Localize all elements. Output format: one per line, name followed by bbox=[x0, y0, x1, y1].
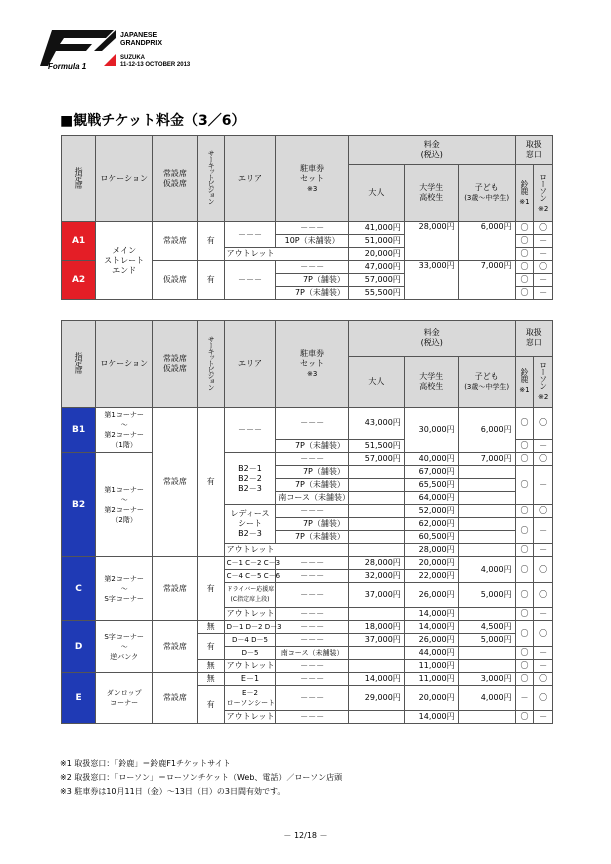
header-location: ロケーション bbox=[96, 136, 153, 222]
suzuka-mark: 〇 bbox=[515, 274, 534, 287]
suzuka-mark: 〇 bbox=[515, 235, 534, 248]
univ-price: 64,000円 bbox=[404, 492, 458, 505]
adult-price: 14,000円 bbox=[348, 673, 404, 686]
vision-cell: 有 bbox=[197, 557, 224, 621]
seat-badge-d: D bbox=[62, 621, 96, 673]
header-handling: 取扱 窓口 bbox=[515, 136, 552, 165]
parking-cell: 南コース（未舗装） bbox=[276, 647, 349, 660]
location-cell: 第1コーナー ～ 第2コーナー （1階） bbox=[96, 408, 153, 453]
area-cell: アウトレット bbox=[224, 248, 348, 261]
lawson-mark: 〇 bbox=[534, 583, 553, 608]
header-parking: 駐車券 セット ※3 bbox=[276, 321, 349, 408]
ticket-table-bcde bbox=[61, 320, 553, 724]
footnote-3: ※3 駐車券は10月11日（金）～13日（日）の3日間有効です。 bbox=[60, 787, 286, 796]
adult-price: 51,500円 bbox=[348, 439, 404, 452]
parking-cell: －－－ bbox=[276, 686, 349, 711]
suzuka-mark: 〇 bbox=[515, 505, 534, 518]
vision-cell: 有 bbox=[197, 634, 224, 660]
header-university: 大学生 高校生 bbox=[404, 165, 458, 222]
suzuka-mark: 〇 bbox=[515, 673, 534, 686]
univ-price: 67,000円 bbox=[404, 466, 458, 479]
child-price: 7,000円 bbox=[458, 261, 515, 300]
adult-price: 51,000円 bbox=[348, 235, 404, 248]
vision-cell: 有 bbox=[197, 261, 224, 300]
univ-price: 65,500円 bbox=[404, 479, 458, 492]
area-cell: －－－ bbox=[224, 261, 276, 300]
suzuka-mark: 〇 bbox=[515, 248, 534, 261]
suzuka-mark: 〇 bbox=[515, 544, 534, 557]
header-area: エリア bbox=[224, 321, 276, 408]
univ-price: 11,000円 bbox=[404, 660, 458, 673]
header-parking: 駐車券 セット ※3 bbox=[276, 136, 349, 222]
parking-cell: －－－ bbox=[276, 711, 349, 724]
lawson-mark: － bbox=[534, 248, 553, 261]
univ-price: 20,000円 bbox=[404, 557, 458, 570]
logo-line-japanese: JAPANESE bbox=[120, 32, 158, 39]
parking-cell: －－－ bbox=[276, 557, 349, 570]
suzuka-mark: 〇 bbox=[515, 583, 534, 608]
suzuka-mark: 〇 bbox=[515, 222, 534, 235]
lawson-mark: 〇 bbox=[534, 453, 553, 466]
adult-price: 57,000円 bbox=[348, 453, 404, 466]
vision-cell: 有 bbox=[197, 222, 224, 261]
header-adult: 大人 bbox=[348, 165, 404, 222]
area-cell: －－－ bbox=[224, 222, 276, 248]
seat-type-cell: 常設席 bbox=[153, 222, 198, 261]
logo-wordmark: Formula 1 bbox=[48, 62, 87, 71]
univ-price: 20,000円 bbox=[404, 686, 458, 711]
header-adult: 大人 bbox=[348, 356, 404, 407]
header-fee: 料金 (税込) bbox=[348, 321, 515, 357]
vision-cell: 有 bbox=[197, 686, 224, 724]
parking-cell: －－－ bbox=[276, 222, 349, 235]
table-row bbox=[62, 408, 553, 440]
table-row bbox=[62, 222, 553, 235]
univ-price: 11,000円 bbox=[404, 673, 458, 686]
child-price: 5,000円 bbox=[458, 583, 515, 608]
header-child: 子ども (3歳～中学生) bbox=[458, 356, 515, 407]
seat-type-cell: 常設席 bbox=[153, 408, 198, 557]
area-cell: ドライバー応援席 (C指定席上段) bbox=[224, 583, 276, 608]
lawson-mark: 〇 bbox=[534, 621, 553, 647]
area-cell: アウトレット bbox=[224, 711, 276, 724]
seat-type-cell: 仮設席 bbox=[153, 261, 198, 300]
child-price: 4,000円 bbox=[458, 686, 515, 711]
lawson-mark: 〇 bbox=[534, 557, 553, 583]
header-vision: サーキットビジョン bbox=[197, 321, 224, 408]
vision-cell: 無 bbox=[197, 621, 224, 634]
child-price: 6,000円 bbox=[458, 222, 515, 261]
parking-cell: 7P（未舗装） bbox=[276, 479, 349, 492]
parking-cell: －－－ bbox=[276, 634, 349, 647]
parking-cell: －－－ bbox=[276, 408, 349, 440]
suzuka-mark: 〇 bbox=[515, 287, 534, 300]
parking-cell: －－－ bbox=[276, 673, 349, 686]
lawson-mark: － bbox=[534, 466, 553, 505]
univ-price: 14,000円 bbox=[404, 621, 458, 634]
header-lawson: ローソン ※2 bbox=[534, 356, 553, 407]
parking-cell: －－－ bbox=[276, 660, 349, 673]
area-cell: －－－ bbox=[224, 408, 276, 453]
table-row bbox=[62, 453, 553, 466]
suzuka-mark: － bbox=[515, 686, 534, 711]
univ-price: 30,000円 bbox=[404, 408, 458, 453]
lawson-mark: 〇 bbox=[534, 261, 553, 274]
univ-price: 44,000円 bbox=[404, 647, 458, 660]
lawson-mark: 〇 bbox=[534, 408, 553, 440]
location-cell: 第2コーナー ～ S字コーナー bbox=[96, 557, 153, 621]
area-cell: E－1 bbox=[224, 673, 276, 686]
header-vision: サーキットビジョン bbox=[197, 136, 224, 222]
univ-price: 28,000円 bbox=[404, 222, 458, 261]
lawson-mark: － bbox=[534, 608, 553, 621]
parking-cell: 7P（舗装） bbox=[276, 274, 349, 287]
lawson-mark: 〇 bbox=[534, 222, 553, 235]
header-seat-type: 常設席 仮設席 bbox=[153, 136, 198, 222]
univ-price: 26,000円 bbox=[404, 634, 458, 647]
seat-badge-e: E bbox=[62, 673, 96, 724]
header-university: 大学生 高校生 bbox=[404, 356, 458, 407]
header-location: ロケーション bbox=[96, 321, 153, 408]
header-suzuka: 鈴鹿 ※1 bbox=[515, 356, 534, 407]
footnote-2: ※2 取扱窓口：「ローソン」＝ローソンチケット（Web、電話）／ローソン店頭 bbox=[60, 773, 343, 782]
lawson-mark: － bbox=[534, 660, 553, 673]
parking-cell: 7P（舗装） bbox=[276, 466, 349, 479]
adult-price: 57,000円 bbox=[348, 274, 404, 287]
seat-type-cell: 常設席 bbox=[153, 673, 198, 724]
lawson-mark: 〇 bbox=[534, 686, 553, 711]
univ-price: 14,000円 bbox=[404, 608, 458, 621]
area-cell: D－5 bbox=[224, 647, 276, 660]
vision-cell: 無 bbox=[197, 660, 224, 673]
suzuka-mark: 〇 bbox=[515, 439, 534, 452]
table-row bbox=[62, 557, 553, 570]
ticket-table-a bbox=[61, 135, 553, 300]
header-designated: 指定席 bbox=[62, 136, 96, 222]
header-handling: 取扱 窓口 bbox=[515, 321, 552, 357]
parking-cell: －－－ bbox=[276, 261, 349, 274]
parking-cell: 7P（未舗装） bbox=[276, 531, 349, 544]
adult-price: 43,000円 bbox=[348, 408, 404, 440]
logo-line-grandprix: GRANDPRIX bbox=[120, 40, 163, 47]
seat-badge-c: C bbox=[62, 557, 96, 621]
suzuka-mark: 〇 bbox=[515, 453, 534, 466]
area-cell: アウトレット bbox=[224, 660, 276, 673]
area-cell: アウトレット bbox=[224, 608, 276, 621]
lawson-mark: － bbox=[534, 518, 553, 544]
seat-type-cell: 常設席 bbox=[153, 557, 198, 621]
logo-line-suzuka: SUZUKA bbox=[120, 55, 145, 61]
lawson-mark: 〇 bbox=[534, 673, 553, 686]
header-area: エリア bbox=[224, 136, 276, 222]
univ-price: 28,000円 bbox=[404, 544, 458, 557]
parking-cell: －－－ bbox=[276, 570, 349, 583]
lawson-mark: － bbox=[534, 274, 553, 287]
suzuka-mark: 〇 bbox=[515, 408, 534, 440]
adult-price: 28,000円 bbox=[348, 557, 404, 570]
parking-cell: 7P（未舗装） bbox=[276, 287, 349, 300]
univ-price: 33,000円 bbox=[404, 261, 458, 300]
parking-cell: 7P（未舗装） bbox=[276, 439, 349, 452]
parking-cell: 南コース（未舗装） bbox=[276, 492, 349, 505]
vision-cell: 有 bbox=[197, 408, 224, 557]
suzuka-mark: 〇 bbox=[515, 518, 534, 544]
adult-price: 20,000円 bbox=[348, 248, 404, 261]
parking-cell: －－－ bbox=[276, 621, 349, 634]
location-cell: S字コーナー ～ 逆バンク bbox=[96, 621, 153, 673]
seat-badge-b1: B1 bbox=[62, 408, 96, 453]
location-cell: 第1コーナー ～ 第2コーナー （2階） bbox=[96, 453, 153, 557]
location-cell: メイン ストレート エンド bbox=[96, 222, 153, 300]
parking-cell: 10P（未舗装） bbox=[276, 235, 349, 248]
adult-price: 37,000円 bbox=[348, 634, 404, 647]
parking-cell: －－－ bbox=[276, 453, 349, 466]
area-cell: D－1 D－2 D－3 bbox=[224, 621, 276, 634]
table-row bbox=[62, 621, 553, 634]
vision-cell: 無 bbox=[197, 673, 224, 686]
parking-cell: －－－ bbox=[276, 505, 349, 518]
child-price: 4,000円 bbox=[458, 557, 515, 583]
f1-logo bbox=[44, 26, 194, 86]
adult-price: 29,000円 bbox=[348, 686, 404, 711]
header-suzuka: 鈴鹿 ※1 bbox=[515, 165, 534, 222]
seat-type-cell: 常設席 bbox=[153, 621, 198, 673]
suzuka-mark: 〇 bbox=[515, 647, 534, 660]
table-row bbox=[62, 673, 553, 686]
area-cell: E－2 ローソンシート bbox=[224, 686, 276, 711]
suzuka-mark: 〇 bbox=[515, 621, 534, 647]
seat-badge-a1: A1 bbox=[62, 222, 96, 261]
suzuka-mark: 〇 bbox=[515, 660, 534, 673]
parking-cell: －－－ bbox=[276, 608, 349, 621]
area-cell: B2－1 B2－2 B2－3 bbox=[224, 453, 276, 505]
adult-price: 32,000円 bbox=[348, 570, 404, 583]
header-designated: 指定席 bbox=[62, 321, 96, 408]
univ-price: 22,000円 bbox=[404, 570, 458, 583]
univ-price: 60,500円 bbox=[404, 531, 458, 544]
lawson-mark: － bbox=[534, 711, 553, 724]
lawson-mark: － bbox=[534, 647, 553, 660]
footnote-1: ※1 取扱窓口：「鈴鹿」＝鈴鹿F1チケットサイト bbox=[60, 759, 231, 768]
area-cell: D－4 D－5 bbox=[224, 634, 276, 647]
suzuka-mark: 〇 bbox=[515, 261, 534, 274]
seat-badge-b2: B2 bbox=[62, 453, 96, 557]
univ-price: 14,000円 bbox=[404, 711, 458, 724]
lawson-mark: 〇 bbox=[534, 505, 553, 518]
logo-line-date: 11-12-13 OCTOBER 2013 bbox=[120, 62, 191, 68]
child-price: 5,000円 bbox=[458, 634, 515, 647]
suzuka-mark: 〇 bbox=[515, 466, 534, 505]
location-cell: ダンロップ コーナー bbox=[96, 673, 153, 724]
lawson-mark: － bbox=[534, 544, 553, 557]
adult-price: 41,000円 bbox=[348, 222, 404, 235]
suzuka-mark: 〇 bbox=[515, 711, 534, 724]
adult-price: 55,500円 bbox=[348, 287, 404, 300]
univ-price: 52,000円 bbox=[404, 505, 458, 518]
area-cell: アウトレット bbox=[224, 544, 348, 557]
univ-price: 40,000円 bbox=[404, 453, 458, 466]
logo-title bbox=[120, 32, 162, 48]
seat-badge-a2: A2 bbox=[62, 261, 96, 300]
parking-cell: －－－ bbox=[276, 583, 349, 608]
parking-cell: 7P（舗装） bbox=[276, 518, 349, 531]
header-lawson: ローソン ※2 bbox=[534, 165, 553, 222]
child-price: 6,000円 bbox=[458, 408, 515, 453]
header-child: 子ども (3歳～中学生) bbox=[458, 165, 515, 222]
header-seat-type: 常設席 仮設席 bbox=[153, 321, 198, 408]
header-fee: 料金 (税込) bbox=[348, 136, 515, 165]
logo-subtitle bbox=[120, 55, 190, 69]
child-price: 4,500円 bbox=[458, 621, 515, 634]
child-price: 3,000円 bbox=[458, 673, 515, 686]
suzuka-mark: 〇 bbox=[515, 608, 534, 621]
adult-price: 47,000円 bbox=[348, 261, 404, 274]
adult-price: 37,000円 bbox=[348, 583, 404, 608]
lawson-mark: － bbox=[534, 287, 553, 300]
child-price: 7,000円 bbox=[458, 453, 515, 466]
lawson-mark: － bbox=[534, 235, 553, 248]
suzuka-mark: 〇 bbox=[515, 557, 534, 583]
area-cell: C－4 C－5 C－6 bbox=[224, 570, 276, 583]
univ-price: 26,000円 bbox=[404, 583, 458, 608]
area-cell: レディース シート B2－3 bbox=[224, 505, 276, 544]
adult-price: 18,000円 bbox=[348, 621, 404, 634]
page-heading: ■観戦チケット料金（3／6） bbox=[60, 113, 246, 129]
page-number: － 12/18 － bbox=[283, 831, 328, 840]
area-cell: C－1 C－2 C－3 bbox=[224, 557, 276, 570]
footnotes bbox=[60, 757, 342, 799]
univ-price: 62,000円 bbox=[404, 518, 458, 531]
lawson-mark: － bbox=[534, 439, 553, 452]
